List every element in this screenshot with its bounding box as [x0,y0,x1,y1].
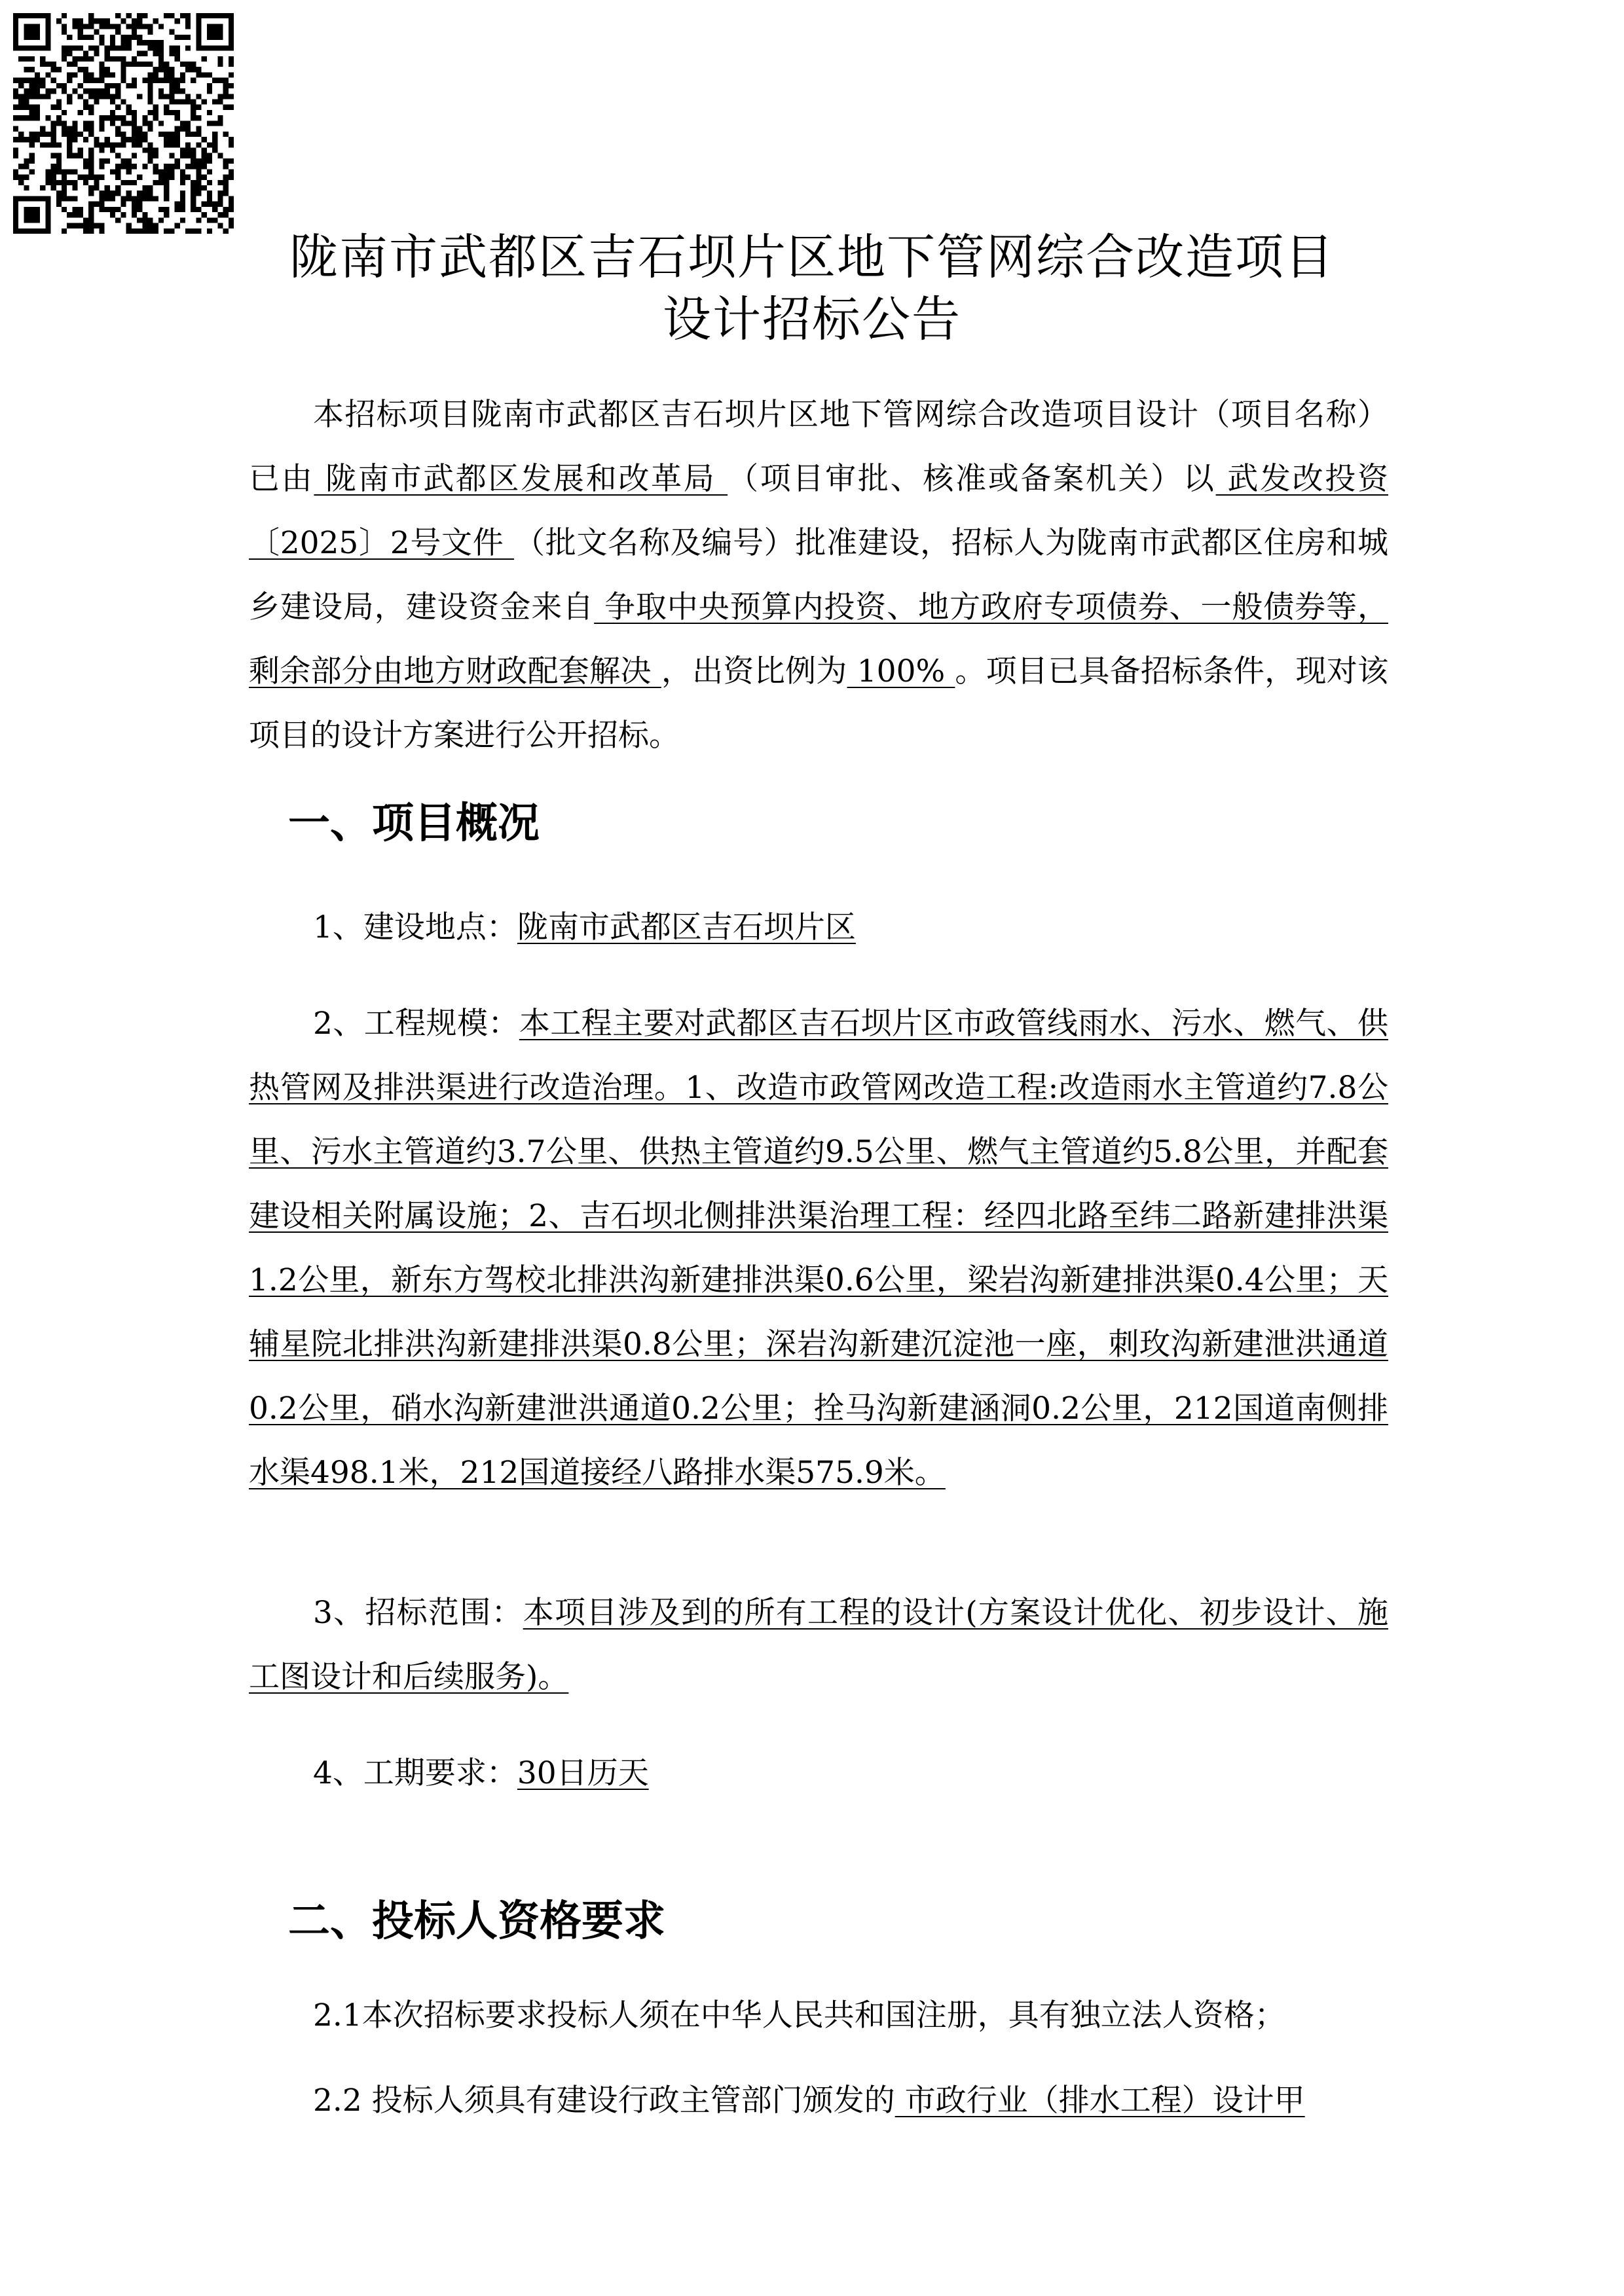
location-value: 陇南市武都区吉石坝片区 [517,909,856,945]
location-label: 1、建设地点： [313,909,517,945]
document-title-line2: 设计招标公告 [663,291,961,348]
intro-text-3: （批文名称及编号）批准建设，招标人为陇南市武都区住房和城乡建设局，建设资金来自 [249,525,1388,625]
scale-item [249,992,1388,1505]
qualification-item-2-prefix: 2.2 投标人须具有建设行政主管部门颁发的 [313,2083,895,2119]
scale-value: 本工程主要对武都区吉石坝片区市政管线雨水、污水、燃气、供热管网及排洪渠进行改造治理。1、改造市政管网改造工程:改造雨水主管道约7.8公里、污水主管道约3.7公里、供热主管道约9.5公里、燃气主管道约5.8公里，并配套建设相关附属设施；2、吉石坝北侧排洪渠治理工程：经四北路至纬二路新建排洪渠1.2公里，新东方驾校北排洪沟新建排洪渠0.6公里，梁岩沟新建排洪渠0.4公里；天辅星院北排洪沟新建排洪渠0.8公里；深岩沟新建沉淀池一座，刺玫沟新建泄洪通道0.2公里，硝水沟新建泄洪通道0.2公里；拴马沟新建涵洞0.2公里，212国道南侧排水渠498.1米，212国道接经八路排水渠575.9米。 [249,1006,1389,1491]
intro-paragraph [249,383,1388,768]
qualification-item-2 [249,2069,1388,2133]
qr-code [13,13,234,234]
funding-ratio: 100% [847,653,955,689]
intro-text-2: （项目审批、核准或备案机关）以 [728,461,1216,497]
section1-heading: 一、项目概况 [288,799,540,848]
scope-item [249,1581,1388,1709]
approval-document: 武发改投资〔2025〕2号文件 [249,461,1388,561]
scale-label: 2、工程规模： [313,1006,519,1042]
fund-source: 争取中央预算内投资、地方政府专项债券、一般债券等，剩余部分由地方财政配套解决 [249,589,1388,689]
qualification-item-1: 2.1本次招标要求投标人须在中华人民共和国注册，具有独立法人资格； [313,1997,1285,2033]
qualification-item-2-underlined: 市政行业（排水工程）设计甲 [895,2083,1305,2119]
document-title-line1: 陇南市武都区吉石坝片区地下管网综合改造项目 [289,229,1335,285]
location-item [249,896,1388,960]
duration-label: 4、工期要求： [313,1755,517,1791]
scope-label: 3、招标范围： [313,1595,523,1631]
duration-value: 30日历天 [517,1755,649,1791]
intro-text-1: 本招标项目陇南市武都区吉石坝片区地下管网综合改造项目设计（项目名称）已由 [249,397,1388,497]
scope-value: 本项目涉及到的所有工程的设计(方案设计优化、初步设计、施工图设计和后续服务)。 [249,1595,1389,1695]
approval-authority: 陇南市武都区发展和改革局 [314,461,728,497]
intro-text-4: ，出资比例为 [661,653,847,689]
duration-item [249,1741,1388,1806]
intro-text-5: 。项目已具备招标条件，现对该项目的设计方案进行公开招标。 [249,653,1388,754]
section2-heading: 二、投标人资格要求 [288,1897,665,1946]
